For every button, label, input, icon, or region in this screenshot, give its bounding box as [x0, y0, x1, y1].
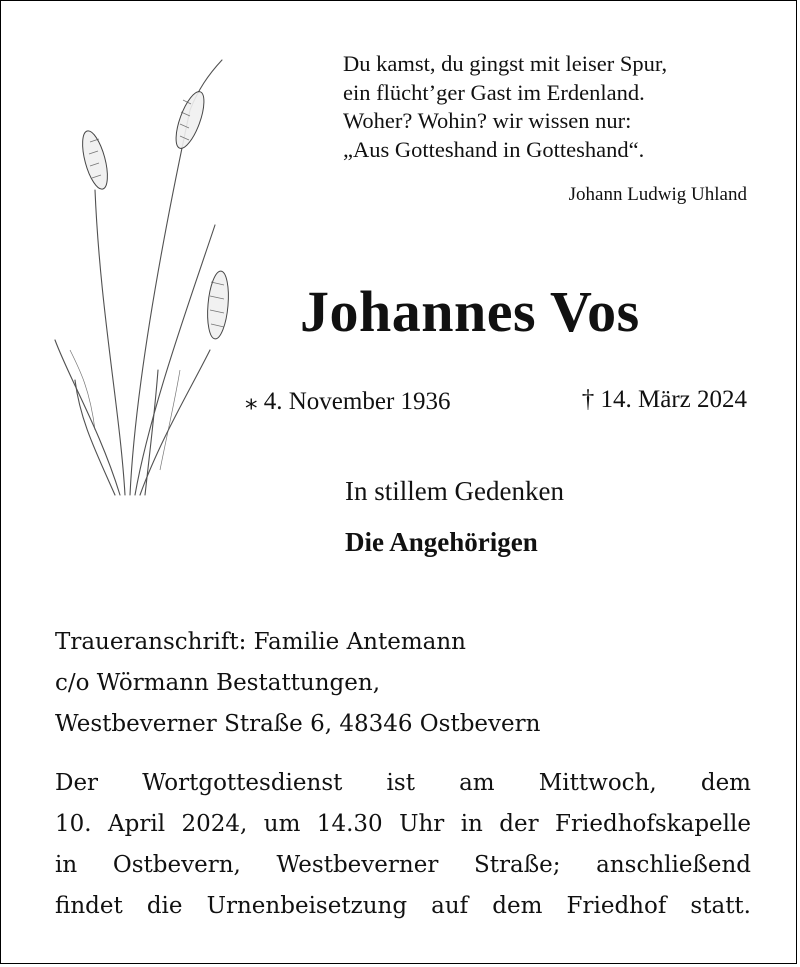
death-date: † 14. März 2024 — [581, 386, 747, 413]
memory-line: In stillem Gedenken — [345, 476, 564, 506]
mourning-address — [55, 622, 540, 745]
service-line: 10. April 2024, um 14.30 Uhr in der Friedhofskapelle — [55, 811, 751, 837]
service-announcement — [55, 763, 751, 927]
birth-date: ⁎ 4. November 1936 — [245, 388, 451, 415]
service-line: Der Wortgottesdienst ist am Mittwoch, dem — [55, 770, 751, 796]
poem — [343, 50, 748, 164]
wheat-illustration — [40, 50, 260, 500]
service-line: findet die Urnenbeisetzung auf dem Friedhof statt. — [55, 893, 751, 919]
address-line: Westbeverner Straße 6, 48346 Ostbevern — [55, 711, 541, 737]
poem-author: Johann Ludwig Uhland — [568, 184, 747, 205]
address-line: c/o Wörmann Bestattungen, — [55, 670, 381, 696]
poem-line: Du kamst, du gingst mit leiser Spur, — [343, 51, 668, 76]
poem-line: ein flücht’ger Gast im Erdenland. — [343, 79, 645, 105]
deceased-name: Johannes Vos — [300, 279, 640, 344]
poem-line: Woher? Wohin? wir wissen nur: — [343, 108, 632, 133]
address-line: Traueranschrift: Familie Antemann — [55, 629, 466, 655]
service-line: in Ostbevern, Westbeverner Straße; anschließend — [55, 852, 751, 878]
poem-line: „Aus Gotteshand in Gotteshand“. — [343, 136, 645, 162]
relatives-signature: Die Angehörigen — [345, 527, 538, 557]
